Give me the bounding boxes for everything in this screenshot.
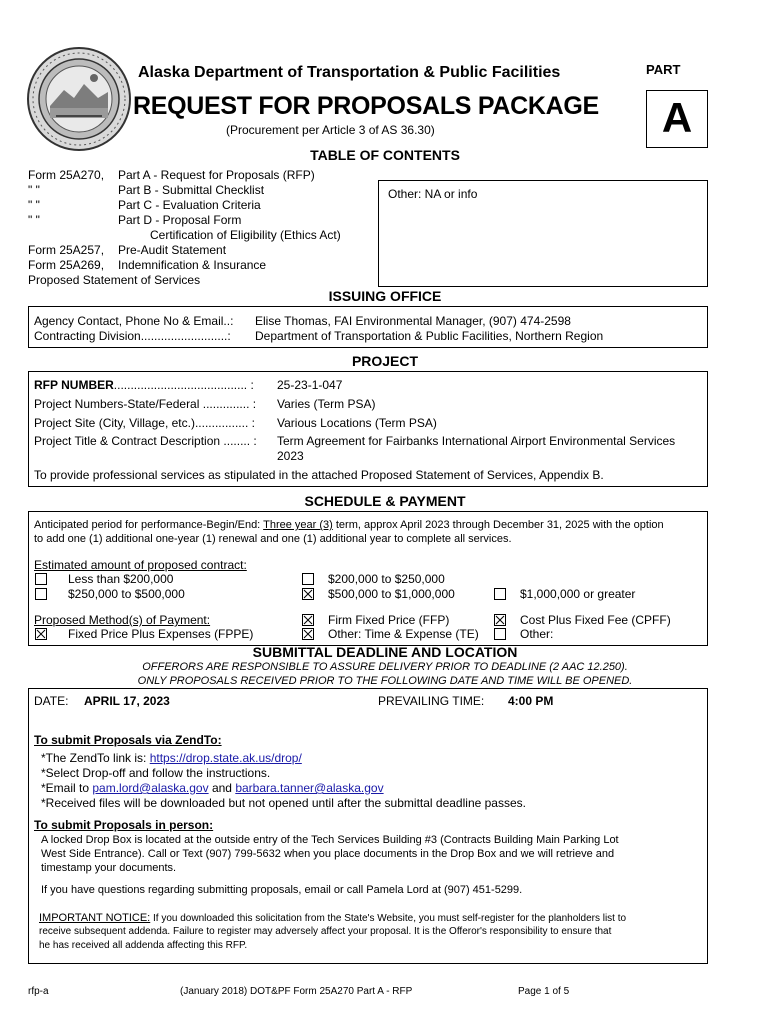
deadline-notice-1: OFFERORS ARE RESPONSIBLE TO ASSURE DELIVERY PRIOR TO DEADLINE (2 AAC 12.250). — [142, 661, 628, 673]
date-value: APRIL 17, 2023 — [84, 694, 170, 708]
toc-item: Part D - Proposal Form — [118, 213, 242, 227]
state-seal-logo — [26, 46, 132, 152]
period-line-1 — [34, 519, 664, 531]
footer-form-id: rfp-a — [28, 986, 49, 997]
amount-label: $200,000 to $250,000 — [328, 572, 445, 586]
method-checkbox[interactable] — [494, 614, 506, 626]
important-notice-text-1: If you downloaded this solicitation from the State's Website, you must self-register for the planholders list to — [150, 913, 627, 924]
project-numbers-label: Project Numbers-State/Federal .............. : — [34, 397, 257, 411]
amount-checkbox[interactable] — [302, 588, 314, 600]
important-notice-label: IMPORTANT NOTICE: — [39, 912, 151, 924]
toc-form: " " — [28, 213, 40, 227]
method-label: Other: Time & Expense (TE) — [328, 627, 479, 641]
amount-label: $1,000,000 or greater — [520, 587, 636, 601]
toc-item: Part B - Submittal Checklist — [118, 183, 265, 197]
zendto-step-4: *Received files will be downloaded but not opened until after the submittal deadline passes. — [41, 796, 526, 810]
zendto-email-and: and — [208, 781, 236, 795]
method-label: Cost Plus Fixed Fee (CPFF) — [520, 613, 671, 627]
method-checkbox[interactable] — [302, 628, 314, 640]
amount-label: $250,000 to $500,000 — [68, 587, 185, 601]
checkmark-x-icon — [36, 629, 46, 639]
in-person-line-3: timestamp your documents. — [41, 862, 177, 874]
amount-label: Less than $200,000 — [68, 572, 174, 586]
project-title-value: Term Agreement for Fairbanks International Airport Environmental Services — [277, 434, 676, 448]
date-label: DATE: — [34, 694, 69, 708]
questions-line: If you have questions regarding submitting proposals, email or call Pamela Lord at (907) 451-5299. — [41, 884, 523, 896]
toc-item: Certification of Eligibility (Ethics Act) — [150, 228, 341, 242]
toc-item: Pre-Audit Statement — [118, 243, 227, 257]
toc-form: " " — [28, 183, 40, 197]
contact-label: Agency Contact, Phone No & Email..: — [34, 314, 234, 328]
toc-item: Part A - Request for Proposals (RFP) — [118, 168, 315, 182]
contact-value: Elise Thomas, FAI Environmental Manager, (907) 474-2598 — [255, 314, 571, 328]
in-person-line-1: A locked Drop Box is located at the outside entry of the Tech Services Building #3 (Contracts Building Main Parking Lot — [41, 834, 619, 846]
toc-item: Indemnification & Insurance — [118, 258, 267, 272]
division-value: Department of Transportation & Public Facilities, Northern Region — [255, 329, 604, 343]
method-checkbox[interactable] — [302, 614, 314, 626]
time-value: 4:00 PM — [508, 694, 554, 708]
project-numbers-value: Varies (Term PSA) — [277, 397, 376, 411]
zendto-heading: To submit Proposals via ZendTo: — [34, 733, 222, 747]
toc-form: Form 25A269, — [28, 258, 105, 272]
checkmark-x-icon — [303, 589, 313, 599]
project-heading: PROJECT — [351, 353, 419, 369]
email-link-barbara[interactable]: barbara.tanner@alaska.gov — [235, 781, 384, 795]
footer-page-number: Page 1 of 5 — [518, 986, 570, 997]
part-label: PART — [646, 62, 681, 77]
schedule-heading: SCHEDULE & PAYMENT — [304, 493, 466, 509]
checkmark-x-icon — [495, 615, 505, 625]
amount-label: $500,000 to $1,000,000 — [328, 587, 455, 601]
division-label: Contracting Division..........................: — [34, 329, 231, 343]
in-person-heading: To submit Proposals in person: — [34, 818, 214, 832]
amount-checkbox[interactable] — [494, 588, 506, 600]
project-purpose: To provide professional services as stipulated in the attached Proposed Statement of Services, Appendix B. — [34, 468, 604, 482]
method-label: Other: — [520, 627, 554, 641]
method-checkbox[interactable] — [35, 628, 47, 640]
zendto-link-line — [41, 751, 302, 765]
document-title: REQUEST FOR PROPOSALS PACKAGE — [133, 92, 599, 120]
document-subtitle: (Procurement per Article 3 of AS 36.30) — [226, 123, 435, 137]
toc-heading: TABLE OF CONTENTS — [310, 147, 460, 163]
email-link-pam[interactable]: pam.lord@alaska.gov — [92, 781, 209, 795]
rfp-number-value: 25-23-1-047 — [277, 378, 343, 392]
part-letter: A — [661, 94, 693, 141]
toc-form: Form 25A270, — [28, 168, 105, 182]
project-title-value-year: 2023 — [277, 449, 304, 463]
project-site-value: Various Locations (Term PSA) — [277, 416, 437, 430]
project-site-label: Project Site (City, Village, etc.)................ : — [34, 416, 255, 430]
important-notice-line-2: receive subsequent addenda. Failure to register may adversely affect your proposal. It is the Offeror's responsibility to ensure that — [39, 926, 612, 937]
rfp-number-dots: ........................................ : — [113, 378, 254, 392]
time-label: PREVAILING TIME: — [378, 694, 485, 708]
rfp-number-label-text: RFP NUMBER — [34, 378, 114, 392]
method-checkbox[interactable] — [494, 628, 506, 640]
zendto-email-label: *Email to — [41, 781, 93, 795]
checkmark-x-icon — [303, 629, 313, 639]
deadline-heading: SUBMITTAL DEADLINE AND LOCATION — [252, 644, 518, 660]
toc-form: Proposed Statement of Services — [28, 273, 201, 287]
toc-form: Form 25A257, — [28, 243, 105, 257]
important-notice-line-3: he has received all addenda affecting this RFP. — [39, 940, 248, 951]
deadline-notice-2: ONLY PROPOSALS RECEIVED PRIOR TO THE FOLLOWING DATE AND TIME WILL BE OPENED. — [137, 675, 633, 687]
zendto-link-label: *The ZendTo link is: — [41, 751, 150, 765]
method-label: Firm Fixed Price (FFP) — [328, 613, 450, 627]
toc-item: Part C - Evaluation Criteria — [118, 198, 261, 212]
agency-name: Alaska Department of Transportation & Public Facilities — [138, 64, 561, 81]
in-person-line-2: West Side Entrance). Call or Text (907) 799-5632 when you place documents in the Drop Box and we will retrieve and — [41, 848, 615, 860]
period-line-2: to add one (1) additional one-year (1) renewal and one (1) additional year to complete all services. — [34, 533, 512, 545]
footer-form-title: (January 2018) DOT&PF Form 25A270 Part A - RFP — [180, 986, 413, 997]
checkmark-x-icon — [303, 615, 313, 625]
zendto-step-2: *Select Drop-off and follow the instructions. — [41, 766, 271, 780]
period-rest: term, approx April 2023 through December 31, 2025 with the option — [332, 519, 664, 531]
period-term: Three year (3) — [263, 519, 333, 531]
methods-label: Proposed Method(s) of Payment: — [34, 613, 211, 627]
issuing-office-heading: ISSUING OFFICE — [328, 288, 442, 304]
toc-form: " " — [28, 198, 40, 212]
rfp-number-label — [34, 378, 254, 392]
toc-other-text: Other: NA or info — [388, 187, 478, 201]
zendto-link[interactable]: https://drop.state.ak.us/drop/ — [149, 751, 302, 765]
important-notice-line-1 — [39, 912, 626, 924]
amount-checkbox[interactable] — [35, 573, 47, 585]
amount-checkbox[interactable] — [35, 588, 47, 600]
project-title-label: Project Title & Contract Description ........ : — [34, 434, 257, 448]
estimate-label: Estimated amount of proposed contract: — [34, 558, 247, 572]
zendto-email-line — [41, 781, 384, 795]
amount-checkbox[interactable] — [302, 573, 314, 585]
method-label: Fixed Price Plus Expenses (FPPE) — [68, 627, 254, 641]
period-label: Anticipated period for performance-Begin/End: — [34, 519, 261, 531]
